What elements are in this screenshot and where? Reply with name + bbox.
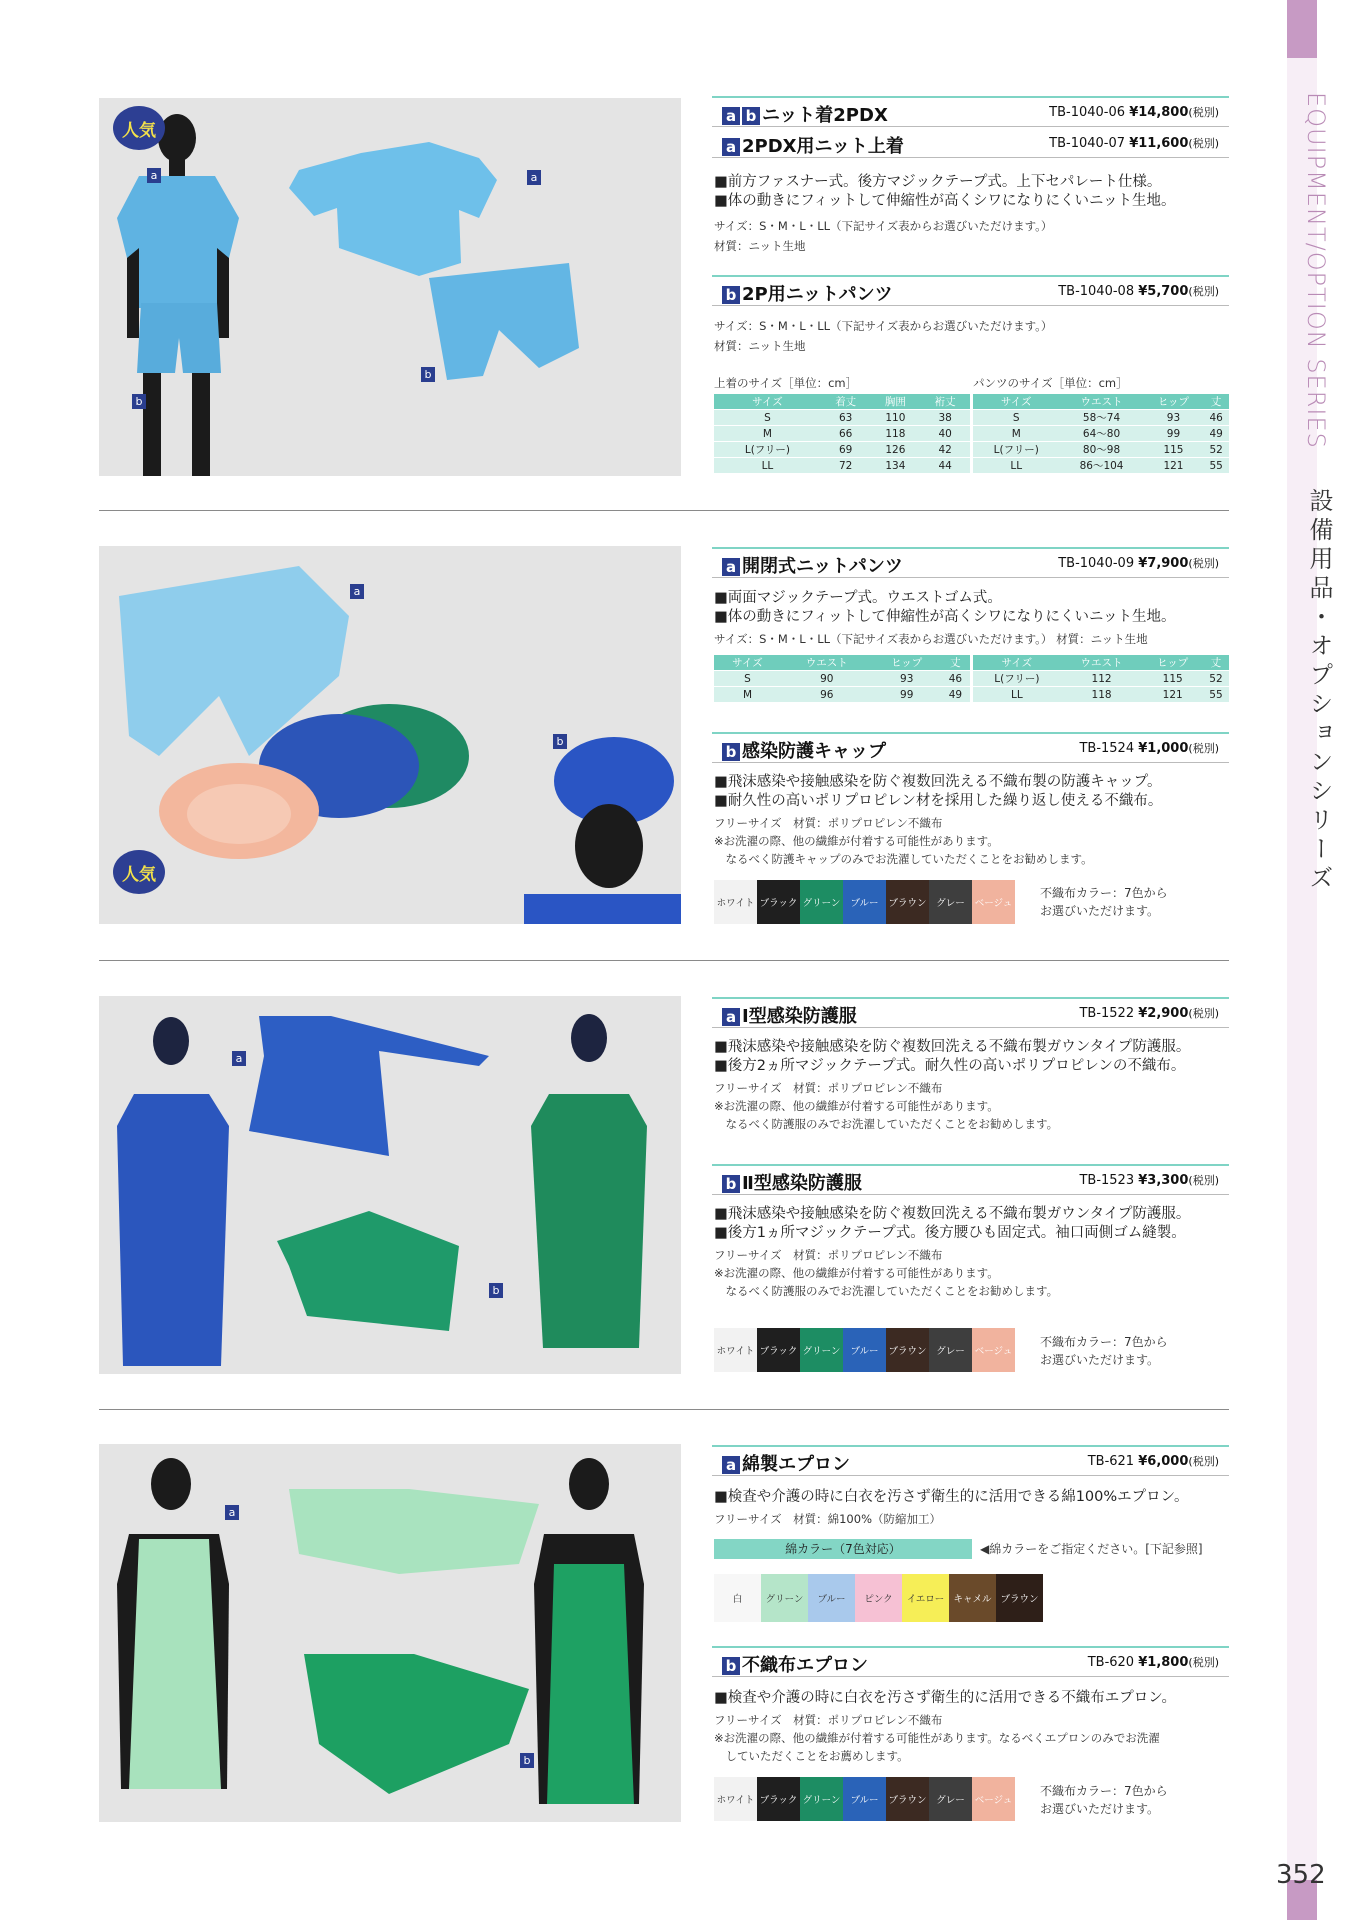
product-header-nonwoven-apron xyxy=(712,1646,1229,1677)
open-pants-size-table-right: サイズ ウエスト ヒップ 丈 L(フリー) 112 115 52 LL 118 121 55 xyxy=(973,655,1229,703)
swatch-green: グリーン xyxy=(800,880,843,924)
swatch-pink: ピンク xyxy=(855,1574,902,1622)
swatch-beige: ベージュ xyxy=(972,880,1015,924)
series-title: EQUIPMENT/OPTION SERIES xyxy=(1302,92,1330,449)
product-name: 2P用ニットパンツ xyxy=(742,284,893,305)
product-code: TB-1523 xyxy=(1079,1173,1135,1188)
product-price: ¥11,600 xyxy=(1129,136,1189,151)
section-divider xyxy=(99,510,1229,511)
swatch-black: ブラック xyxy=(757,1328,800,1372)
swatch-gray: グレー xyxy=(929,1328,972,1372)
product-header-2pdx-top xyxy=(712,129,1229,158)
description-line: ■前方ファスナー式。後方マジックテープ式。上下セパレート仕様。 xyxy=(714,174,1162,190)
side-tab-top-accent xyxy=(1287,0,1317,58)
product-price: ¥5,700 xyxy=(1138,284,1189,299)
product-name: 2PDX用ニット上着 xyxy=(742,136,904,157)
material-note: フリーサイズ 材質：ポリプロピレン不織布 xyxy=(714,1081,943,1095)
label-b-mannequin: b xyxy=(132,394,146,409)
label-a-mannequin: a xyxy=(147,168,161,183)
tax-note: (税別) xyxy=(1188,106,1219,119)
description-line: ■耐久性の高いポリプロピレン材を採用した繰り返し使える不織布。 xyxy=(714,793,1163,809)
label-a: a xyxy=(722,138,740,156)
label-b-photo: b xyxy=(553,734,567,749)
swatch-black: ブラック xyxy=(757,880,800,924)
washing-note: なるべく防護キャップのみでお洗濯していただくことをお勧めします。 xyxy=(714,852,1093,866)
product-header-gown-type2 xyxy=(712,1164,1229,1195)
swatch-white: ホワイト xyxy=(714,1328,757,1372)
nonwoven-color-swatches xyxy=(714,1777,1015,1821)
product-price: ¥1,800 xyxy=(1138,1655,1189,1670)
top-size-caption: 上着のサイズ［単位：cm］ xyxy=(714,376,858,390)
product-code: TB-620 xyxy=(1087,1655,1135,1670)
description-line: ■検査や介護の時に白衣を汚さず衛生的に活用できる不織布エプロン。 xyxy=(714,1690,1177,1706)
label-a-photo: a xyxy=(225,1505,239,1520)
label-b: b xyxy=(722,1175,740,1193)
description-line: ■飛沫感染や接触感染を防ぐ複数回洗える不織布製ガウンタイプ防護服。 xyxy=(714,1039,1191,1055)
washing-note: していただくことをお薦めします。 xyxy=(714,1749,909,1763)
product-name: ニット着2PDX xyxy=(762,105,888,126)
pants-and-cap-photo xyxy=(99,546,681,924)
pants-size-caption: パンツのサイズ［単位：cm］ xyxy=(973,376,1128,390)
product-price: ¥1,000 xyxy=(1138,741,1189,756)
tax-note: (税別) xyxy=(1188,1656,1219,1669)
product-header-cotton-apron xyxy=(712,1445,1229,1476)
washing-note: ※お洗濯の際、他の繊維が付着する可能性があります。 xyxy=(714,834,999,848)
knit-pajama-photo xyxy=(99,98,681,476)
page-number: 352 xyxy=(1276,1860,1326,1890)
label-a: a xyxy=(722,1456,740,1474)
product-price: ¥6,000 xyxy=(1138,1454,1189,1469)
swatch-brown: ブラウン xyxy=(886,880,929,924)
product-price: ¥3,300 xyxy=(1138,1173,1189,1188)
description-line: ■検査や介護の時に白衣を汚さず衛生的に活用できる綿100%エプロン。 xyxy=(714,1489,1189,1505)
label-a: a xyxy=(722,107,740,125)
swatch-blue: ブルー xyxy=(843,1328,886,1372)
label-b: b xyxy=(722,1657,740,1675)
label-b: b xyxy=(742,107,760,125)
washing-note: ※お洗濯の際、他の繊維が付着する可能性があります。なるべくエプロンのみでお洗濯 xyxy=(714,1731,1160,1745)
product-code: TB-1524 xyxy=(1079,741,1135,756)
product-name: Ⅱ型感染防護服 xyxy=(742,1173,862,1194)
product-price: ¥14,800 xyxy=(1129,105,1189,120)
label-a-photo: a xyxy=(232,1051,246,1066)
tax-note: (税別) xyxy=(1188,742,1219,755)
product-code: TB-1040-09 xyxy=(1058,556,1135,571)
color-note: 不織布カラー：7色から お選びいただけます。 xyxy=(1040,1335,1168,1367)
swatch-blue: ブルー xyxy=(843,880,886,924)
cotton-color-label: 綿カラー（7色対応） xyxy=(714,1539,972,1559)
description-line: ■飛沫感染や接触感染を防ぐ複数回洗える不織布製の防護キャップ。 xyxy=(714,774,1162,790)
label-a-folded: a xyxy=(527,170,541,185)
product-header-cap xyxy=(712,732,1229,763)
swatch-blue: ブルー xyxy=(843,1777,886,1821)
product-header-open-pants xyxy=(712,547,1229,578)
swatch-yellow: イエロー xyxy=(902,1574,949,1622)
section-divider xyxy=(99,960,1229,961)
tax-note: (税別) xyxy=(1188,1007,1219,1020)
washing-note: なるべく防護服のみでお洗濯していただくことをお勧めします。 xyxy=(714,1117,1059,1131)
description-line: ■後方1ヵ所マジックテープ式。後方腰ひも固定式。袖口両側ゴム縫製。 xyxy=(714,1225,1186,1241)
material-note: フリーサイズ 材質：ポリプロピレン不織布 xyxy=(714,1248,943,1262)
nonwoven-color-swatches xyxy=(714,1328,1015,1372)
product-name: Ⅰ型感染防護服 xyxy=(742,1006,857,1027)
popular-badge: 人気 xyxy=(113,106,165,150)
swatch-white: ホワイト xyxy=(714,880,757,924)
product-name: 綿製エプロン xyxy=(742,1454,850,1475)
product-header-2p-pants xyxy=(712,275,1229,306)
washing-note: ※お洗濯の際、他の繊維が付着する可能性があります。 xyxy=(714,1266,999,1280)
label-b-photo: b xyxy=(520,1753,534,1768)
label-b-folded: b xyxy=(421,367,435,382)
swatch-gray: グレー xyxy=(929,1777,972,1821)
nonwoven-color-swatches xyxy=(714,880,1015,924)
swatch-beige: ベージュ xyxy=(972,1328,1015,1372)
tax-note: (税別) xyxy=(1188,137,1219,150)
swatch-white: ホワイト xyxy=(714,1777,757,1821)
product-code: TB-1522 xyxy=(1079,1006,1135,1021)
pants-size-table: サイズ ウエスト ヒップ 丈 S 58〜74 93 46 M 64〜80 99 49 L(フリー) 80〜98 115 52 LL 86〜104 121 55 xyxy=(973,394,1229,474)
swatch-gray: グレー xyxy=(929,880,972,924)
product-code: TB-1040-07 xyxy=(1049,136,1126,151)
size-note: サイズ：S・M・L・LL（下記サイズ表からお選びいただけます。） xyxy=(714,319,1053,333)
cotton-color-note: ◀綿カラーをご指定ください。[下記参照] xyxy=(980,1542,1203,1556)
material-note: フリーサイズ 材質：ポリプロピレン不織布 xyxy=(714,1713,943,1727)
label-a-photo: a xyxy=(350,584,364,599)
swatch-blue: ブルー xyxy=(808,1574,855,1622)
material-note: 材質：ニット生地 xyxy=(714,239,806,253)
product-price: ¥2,900 xyxy=(1138,1006,1189,1021)
label-b-photo: b xyxy=(489,1283,503,1298)
product-header-gown-type1 xyxy=(712,997,1229,1028)
tax-note: (税別) xyxy=(1188,557,1219,570)
description-line: ■両面マジックテープ式。ウエストゴム式。 xyxy=(714,590,1002,606)
top-size-table: サイズ 着丈 胸囲 裄丈 S 63 110 38 M 66 118 40 L(フリー) 69 126 42 LL 72 134 44 xyxy=(714,394,970,474)
description-line: ■体の動きにフィットして伸縮性が高くシワになりにくいニット生地。 xyxy=(714,609,1176,625)
product-name: 感染防護キャップ xyxy=(742,741,886,762)
product-code: TB-1040-08 xyxy=(1058,284,1135,299)
popular-badge: 人気 xyxy=(113,850,165,894)
product-code: TB-1040-06 xyxy=(1049,105,1126,120)
open-pants-size-table-left: サイズ ウエスト ヒップ 丈 S 90 93 46 M 96 99 49 xyxy=(714,655,970,703)
swatch-camel: キャメル xyxy=(949,1574,996,1622)
material-note: フリーサイズ 材質：ポリプロピレン不織布 xyxy=(714,816,943,830)
product-price: ¥7,900 xyxy=(1138,556,1189,571)
swatch-brown: ブラウン xyxy=(996,1574,1043,1622)
color-note: 不織布カラー：7色から お選びいただけます。 xyxy=(1040,1784,1168,1816)
size-note: サイズ：S・M・L・LL（下記サイズ表からお選びいただけます。） xyxy=(714,219,1053,233)
series-subtitle: 設備用品・オプションシリーズ xyxy=(1305,488,1333,894)
swatch-green: グリーン xyxy=(800,1777,843,1821)
product-header-knit-2pdx xyxy=(712,96,1229,127)
section-divider xyxy=(99,1409,1229,1410)
protective-gown-photo xyxy=(99,996,681,1374)
description-line: ■体の動きにフィットして伸縮性が高くシワになりにくいニット生地。 xyxy=(714,193,1176,209)
tax-note: (税別) xyxy=(1188,1174,1219,1187)
size-material-note: サイズ：S・M・L・LL（下記サイズ表からお選びいただけます。） 材質：ニット生地 xyxy=(714,632,1148,646)
washing-note: なるべく防護服のみでお洗濯していただくことをお勧めします。 xyxy=(714,1284,1059,1298)
description-line: ■後方2ヵ所マジックテープ式。耐久性の高いポリプロピレンの不織布。 xyxy=(714,1058,1186,1074)
label-a: a xyxy=(722,558,740,576)
color-note: 不織布カラー：7色から お選びいただけます。 xyxy=(1040,886,1168,918)
swatch-brown: ブラウン xyxy=(886,1328,929,1372)
material-note: フリーサイズ 材質：綿100%（防縮加工） xyxy=(714,1512,941,1526)
swatch-green: グリーン xyxy=(800,1328,843,1372)
swatch-black: ブラック xyxy=(757,1777,800,1821)
apron-photo xyxy=(99,1444,681,1822)
label-b: b xyxy=(722,743,740,761)
cotton-color-swatches xyxy=(714,1574,1043,1622)
product-code: TB-621 xyxy=(1087,1454,1135,1469)
label-a: a xyxy=(722,1008,740,1026)
description-line: ■飛沫感染や接触感染を防ぐ複数回洗える不織布製ガウンタイプ防護服。 xyxy=(714,1206,1191,1222)
tax-note: (税別) xyxy=(1188,285,1219,298)
swatch-beige: ベージュ xyxy=(972,1777,1015,1821)
product-name: 不織布エプロン xyxy=(742,1655,868,1676)
product-name: 開閉式ニットパンツ xyxy=(742,556,903,577)
label-b: b xyxy=(722,286,740,304)
tax-note: (税別) xyxy=(1188,1455,1219,1468)
material-note: 材質：ニット生地 xyxy=(714,339,806,353)
swatch-green: グリーン xyxy=(761,1574,808,1622)
swatch-brown: ブラウン xyxy=(886,1777,929,1821)
washing-note: ※お洗濯の際、他の繊維が付着する可能性があります。 xyxy=(714,1099,999,1113)
swatch-white: 白 xyxy=(714,1574,761,1622)
